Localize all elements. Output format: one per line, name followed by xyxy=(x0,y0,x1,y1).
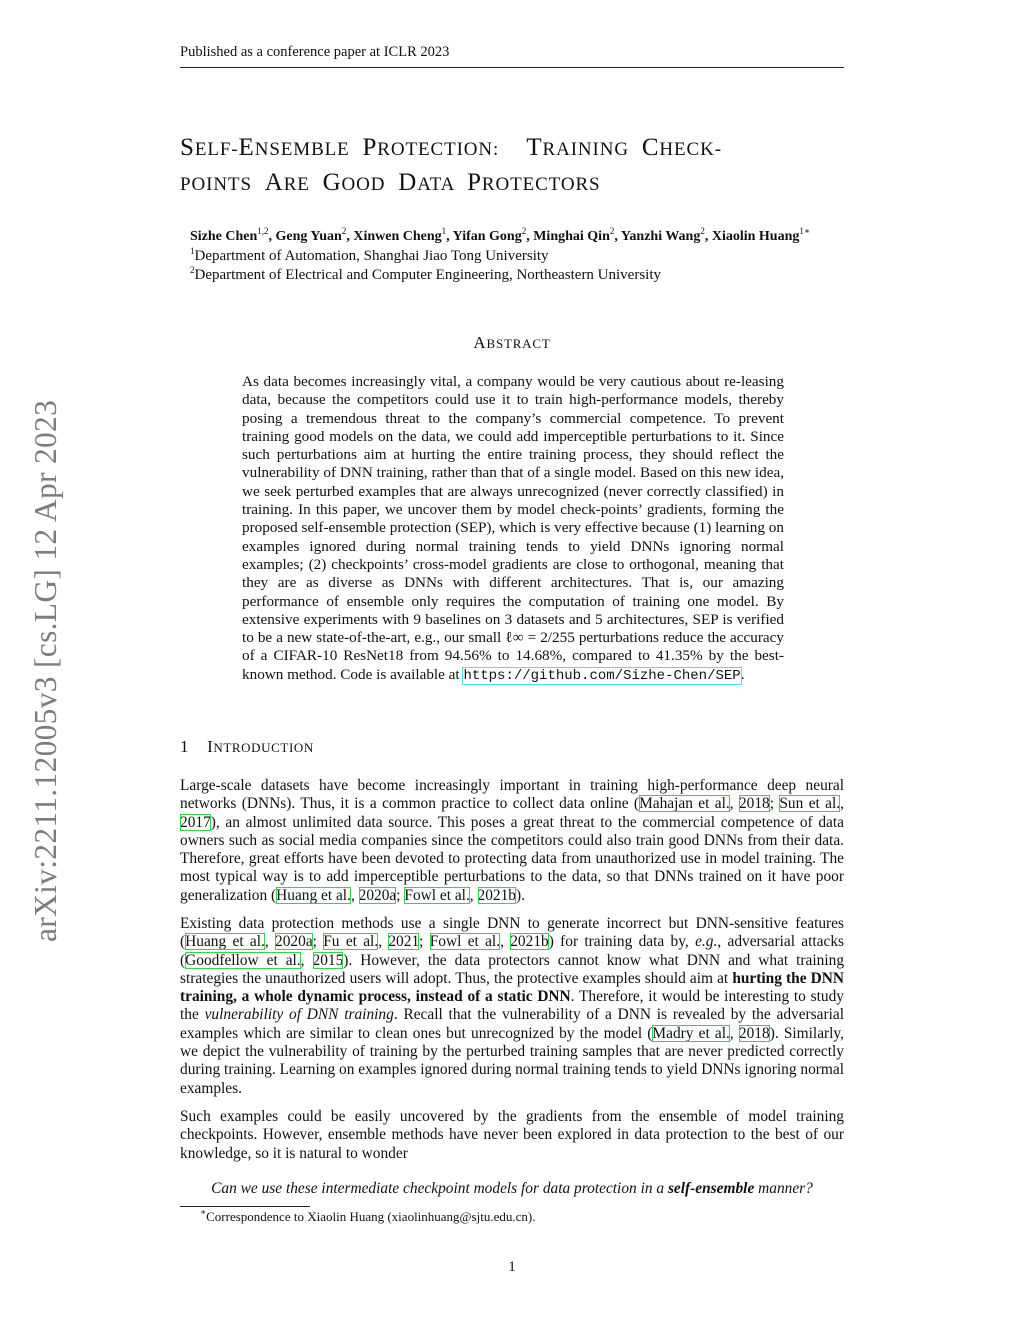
title-line-1: SELF-ENSEMBLE PROTECTION: TRAINING CHECK- xyxy=(180,134,722,161)
code-link[interactable]: https://github.com/Sizhe-Chen/SEP xyxy=(463,667,741,684)
author: Geng Yuan$^2$, xyxy=(275,226,354,244)
paper-title xyxy=(180,131,850,201)
arxiv-identifier: arXiv:2211.12005v3 [cs.LG] 12 Apr 2023 xyxy=(28,399,63,942)
running-header: Published as a conference paper at ICLR 2023 xyxy=(180,44,844,68)
footnote: ∗Correspondence to Xiaolin Huang (xiaolinhuang@sjtu.edu.cn). xyxy=(200,1207,536,1224)
section-heading-introduction: 1 INTRODUCTION xyxy=(180,737,314,756)
citation-link[interactable]: 2018 xyxy=(738,1024,770,1042)
citation-link[interactable]: 2017 xyxy=(180,813,211,831)
affiliation-2: $^2$Department of Electrical and Computer Engineering, Northeastern University xyxy=(190,265,662,283)
citation-link[interactable]: 2020a xyxy=(275,933,313,951)
affiliation-1: $^1$Department of Automation, Shanghai Jiao Tong University xyxy=(190,246,549,264)
citation-link[interactable]: Mahajan et al. xyxy=(639,795,730,813)
intro-paragraph-2: Existing data protection methods use a single DNN to generate incorrect but DNN-sensitive features (Huang et al., 2020a; Fu et al., 2021; Fowl et al., 2021b) for training data by, e.g., adversarial attacks (Goodfellow et al., 2015). However, the data protectors cannot know what DNN and what training strategies the unauthorized users will adopt. Thus, the protective examples should aim at hurting the DNN training, a whole dynamic process, instead of a static DNN. Therefore, it would be interesting to study the vulnerability of DNN training. Recall that the vulnerability of a DNN is revealed by the adversarial examples which are similar to clean ones but unrecognized by the model (Madry et al., 2018). Similarly, we depict the vulnerability of training by the perturbed training samples that are never predicted correctly during training. Learning on examples ignored during normal training tends to yield DNNs ignoring normal examples. xyxy=(180,915,845,1097)
citation-link[interactable]: 2021b xyxy=(510,933,549,951)
citation-link[interactable]: 2015 xyxy=(312,951,344,969)
author: Xiaolin Huang$^{1∗}$ xyxy=(711,226,810,244)
intro-paragraph-1: Large-scale datasets have become increasingly important in training high-performance deep neural networks (DNNs). Thus, it is a common practice to collect data online (Mahajan et al., 2018; Sun et al., 2017), an almost unlimited data source. This poses a great threat to the commercial competence of data owners such as social media companies since the competitors could also train good DNNs from their data. Therefore, great efforts have been devoted to protecting data from unauthorized use in model training. The most typical way is to add imperceptible perturbations to the data, so that DNNs trained on it have poor generalization (Huang et al., 2020a; Fowl et al., 2021b). xyxy=(180,777,844,904)
citation-link[interactable]: Fu et al. xyxy=(323,933,379,951)
author: Yanzhi Wang$^2$, xyxy=(620,226,712,244)
title-line-2: POINTS ARE GOOD DATA PROTECTORS xyxy=(180,169,601,196)
citation-link[interactable]: 2021 xyxy=(388,933,420,951)
citation-link[interactable]: 2021b xyxy=(477,886,516,904)
intro-paragraph-3: Such examples could be easily uncovered by the gradients from the ensemble of model training checkpoints. However, ensemble methods have never been explored in data protection to the best of our knowledge, so it is natural to wonder xyxy=(180,1108,844,1162)
citation-link[interactable]: Madry et al. xyxy=(652,1024,730,1042)
author-list xyxy=(190,228,890,246)
abstract-heading: ABSTRACT xyxy=(473,333,551,352)
citation-link[interactable]: Sun et al. xyxy=(779,795,841,813)
author: Xinwen Cheng$^1$, xyxy=(353,226,453,244)
citation-link[interactable]: Huang et al. xyxy=(276,886,351,904)
page-number: 1 xyxy=(508,1259,516,1275)
author: Yifan Gong$^2$, xyxy=(452,226,534,244)
citation-link[interactable]: 2018 xyxy=(738,795,770,813)
citation-link[interactable]: Fowl et al. xyxy=(404,886,470,904)
author: Sizhe Chen$^{1,2}$, xyxy=(190,226,276,244)
abstract-text: As data becomes increasingly vital, a company would be very cautious about re-leasing data, because the competitors could use it to train high-performance models, thereby posing a tremendous threat to the company’s commercial competence. To prevent training good models on the data, we could add imperceptible perturbations to it. Since such perturbations aim at hurting the entire training process, they should reflect the vulnerability of DNN training, rather than that of a single model. Based on this new idea, we seek perturbed examples that are always unrecognized (never correctly classified) in training. In this paper, we uncover them by model check-points’ gradients, forming the proposed self-ensemble protection (SEP), which is very effective because (1) learning on examples ignored during normal training tends to yield DNNs ignoring normal examples; (2) checkpoints’ cross-model gradients are close to orthogonal, meaning that they are as diverse as DNNs with different architectures. That is, our amazing performance of ensemble only requires the computation of training one model. By extensive experiments with 9 baselines on 3 datasets and 5 architectures, SEP is verified to be a new state-of-the-art, e.g., our small ℓ∞ = 2/255 perturbations reduce the accuracy of a CIFAR-10 ResNet18 from 94.56% to 14.68%, compared to 41.35% by the best-known method. Code is available at https://github.com/Sizhe-Chen/SEP. xyxy=(242,373,784,684)
citation-link[interactable]: Fowl et al. xyxy=(429,933,501,951)
citation-link[interactable]: Huang et al. xyxy=(185,933,265,951)
citation-link[interactable]: 2020a xyxy=(358,886,397,904)
author: Minghai Qin$^2$, xyxy=(533,226,621,244)
research-question: Can we use these intermediate checkpoint models for data protection in a self-ensemble manner? xyxy=(211,1180,813,1197)
citation-link[interactable]: Goodfellow et al. xyxy=(185,951,301,969)
